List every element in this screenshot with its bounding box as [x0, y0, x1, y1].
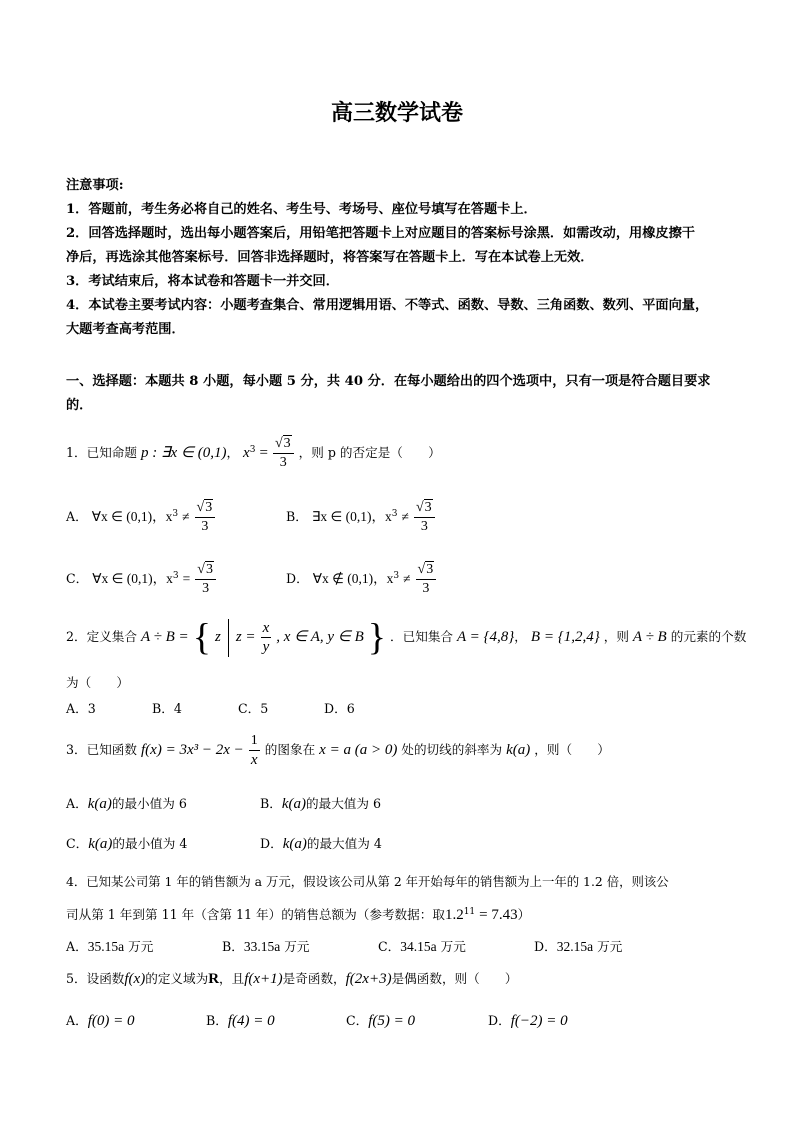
frac-num: 3 [424, 500, 432, 516]
q5-mid3: 是奇函数， [282, 971, 346, 986]
option-k: k(a) [281, 796, 307, 812]
q2-option-a[interactable]: A．3 [66, 701, 96, 716]
option-label: A． [66, 1013, 88, 1028]
q3-fraction [249, 732, 260, 769]
q3-option-c[interactable] [66, 833, 187, 853]
option-fraction: $\frac{√3}{3}$ [416, 561, 437, 598]
question-2-cont: 为（ ） [66, 675, 129, 690]
q2-fraction [261, 619, 272, 656]
option-label: D． [534, 939, 557, 954]
option-label: D． [488, 1013, 511, 1028]
notice-item-2-cont: 净后，再选涂其他答案标号．回答非选择题时，将答案写在答题卡上．写在本试卷上无效． [66, 250, 594, 265]
notice-item-4: 4．本试卷主要考试内容：小题考查集合、常用逻辑用语、不等式、函数、导数、三角函数、数列、平面向量， [66, 298, 709, 313]
q2-option-d[interactable]: D．6 [324, 701, 355, 716]
option-op: ≠ [182, 509, 190, 525]
q4-ref-exp: 11 [463, 906, 476, 917]
q3-option-b[interactable] [260, 793, 381, 813]
q3-point: x = a (a > 0) [319, 742, 398, 758]
q5-option-c[interactable] [346, 1010, 415, 1030]
option-k: k(a) [88, 836, 113, 852]
frac-den: 3 [420, 519, 428, 535]
q4-option-a[interactable] [66, 936, 153, 955]
q4-ref-base: 1.2 [444, 907, 464, 923]
section-heading: 一、选择题：本题共 8 小题，每小题 5 分，共 40 分．在每小题给出的四个选项中，只有一项是符合题目要求 [66, 374, 711, 389]
option-label: C． [66, 571, 89, 587]
option-expr: ∀x ∉ (0,1)，x [312, 571, 394, 587]
option-label: B． [206, 1013, 228, 1028]
q3-mid2: 处的切线的斜率为 [401, 742, 503, 757]
option-expr: f(−2) = 0 [510, 1013, 568, 1029]
q1-x: x [243, 445, 250, 462]
q4-ref-text: 司从第 1 年到第 11 年（含第 11 年）的销售总额为（参考数据：取 [66, 907, 445, 922]
q4-close: ） [517, 907, 531, 922]
q5-option-d[interactable] [488, 1010, 568, 1030]
option-label: D． [260, 836, 283, 851]
option-value: 34.15a [400, 939, 437, 954]
frac-num: 1 [249, 732, 260, 751]
option-text: 的最小值为 4 [112, 836, 188, 851]
frac-num: 3 [205, 562, 213, 578]
q5-option-b[interactable] [206, 1010, 275, 1030]
option-op: ≠ [403, 571, 411, 587]
q4-option-b[interactable] [222, 936, 309, 955]
frac-den: y [262, 639, 270, 655]
question-4: 4．已知某公司第 1 年的销售额为 a 万元，假设该公司从第 2 年开始每年的销售额为上一年的 1.2 倍，则该公 [66, 874, 669, 889]
q2-set-a: A = {4,8} [457, 629, 515, 645]
q2-set-eq: z = [235, 629, 256, 645]
option-label: A． [66, 796, 88, 811]
notice-heading: 注意事项: [66, 178, 124, 193]
option-expr: ∀x ∈ (0,1)，x [91, 509, 173, 525]
q4-option-c[interactable] [378, 936, 466, 955]
question-3 [66, 730, 610, 770]
q2-option-b[interactable]: B．4 [152, 701, 182, 716]
option-unit: 万元 [284, 939, 310, 954]
q5-tail: 是偶函数，则（ ） [391, 971, 518, 986]
option-text: 的最大值为 4 [306, 836, 382, 851]
q1-sqrt: 3 [283, 436, 291, 452]
option-unit: 万元 [597, 939, 623, 954]
option-text: 的最小值为 6 [111, 796, 187, 811]
option-op: ≠ [401, 509, 409, 525]
question-4-cont [66, 904, 530, 924]
option-label: B． [286, 509, 308, 525]
option-expr: f(4) = 0 [227, 1013, 275, 1029]
option-fraction: $\frac{√3}{3}$ [414, 499, 435, 536]
right-brace-icon: } [367, 616, 387, 659]
option-k: k(a) [87, 796, 112, 812]
q4-option-d[interactable] [534, 936, 622, 955]
option-text: 的最大值为 6 [306, 796, 382, 811]
q1-option-b[interactable]: B． ∃x ∈ (0,1)，$x^3$ ≠ $\frac{√3}{3}$ [286, 494, 436, 537]
option-expr: f(0) = 0 [87, 1013, 135, 1029]
notice-item-3: 3．考试结束后，将本试卷和答题卡一并交回． [66, 274, 339, 289]
q5-mid1: 的定义域为 [145, 971, 209, 986]
frac-num: 3 [426, 562, 434, 578]
q5-option-a[interactable] [66, 1010, 134, 1030]
option-k: k(a) [282, 836, 307, 852]
option-label: A． [66, 939, 88, 954]
notice-item-1: 1．答题前，考生务必将自己的姓名、考生号、考场号、座位号填写在答题卡上． [66, 202, 537, 217]
option-expr: f(5) = 0 [368, 1013, 416, 1029]
left-brace-icon: { [192, 616, 211, 659]
q2-option-c[interactable]: C．5 [238, 701, 269, 716]
q3-option-d[interactable] [260, 833, 382, 853]
q5-reals: R [208, 971, 220, 987]
frac-num: 3 [205, 500, 213, 516]
option-label: C． [346, 1013, 369, 1028]
q1-den: 3 [279, 455, 287, 471]
option-fraction: $\frac{√3}{3}$ [195, 561, 216, 598]
option-label: A． [66, 509, 88, 525]
q1-option-c[interactable]: C． ∀x ∈ (0,1)，$x^3$ = $\frac{√3}{3}$ [66, 556, 217, 599]
q1-prefix: 1．已知命题 [66, 445, 137, 461]
question-1: 1．已知命题 p : ∃x ∈ (0,1)， $x^3$ = $\frac{√3}{3}$ ，则 p 的否定是（ ） [66, 436, 441, 471]
option-label: D． [286, 571, 309, 587]
q1-option-a[interactable]: A． ∀x ∈ (0,1)，$x^3$ ≠ $\frac{√3}{3}$ [66, 494, 216, 537]
q1-option-d[interactable]: D． ∀x ∉ (0,1)，$x^3$ ≠ $\frac{√3}{3}$ [286, 556, 437, 599]
q3-mid: 的图象在 [264, 742, 316, 757]
q2-def-lhs: A ÷ B = [141, 629, 189, 645]
q2-mid: ．已知集合 [390, 629, 454, 644]
option-label: C． [66, 836, 89, 851]
frac-den: 3 [422, 581, 430, 597]
q1-eq: = [259, 445, 268, 462]
q1-fraction: $\frac{√3}{3}$ [273, 435, 294, 472]
option-label: B． [222, 939, 244, 954]
option-expr: ∃x ∈ (0,1)，x [311, 509, 392, 525]
q5-prefix: 5．设函数 [66, 971, 125, 986]
frac-num: x [262, 620, 270, 636]
option-value: 32.15a [556, 939, 594, 954]
section-heading-cont: 的． [66, 398, 93, 413]
q2-set-b: B = {1,2,4} [530, 629, 600, 645]
question-5 [66, 968, 518, 988]
q2-prefix: 2．定义集合 [66, 629, 137, 644]
option-label: B． [260, 796, 282, 811]
q5-f1: f(x+1) [244, 971, 283, 987]
q2-set-var: z [214, 629, 221, 645]
set-bar [228, 619, 229, 657]
frac-den: x [250, 752, 258, 768]
question-2: 2．定义集合 A ÷ B = { z z = $\frac{x}{y}$ , x ∈ A, y ∈ B } ．已知集合 A = {4,8}， B = {1,2,4} ，则 A ÷ B 的元素的个数 [66, 616, 747, 659]
q2-tail2: 的元素的个数 [670, 629, 747, 644]
notice-item-2: 2．回答选择题时，选出每小题答案后，用铅笔把答题卡上对应题目的答案标号涂黑．如需改动，用橡皮擦干 [66, 226, 695, 241]
option-value: 33.15a [243, 939, 281, 954]
option-label: C． [378, 939, 401, 954]
frac-den: 3 [201, 519, 209, 535]
q4-ref-val: = 7.43 [479, 907, 518, 923]
notice-item-4-cont: 大题考查高考范围． [66, 322, 185, 337]
q5-mid2: ，且 [219, 971, 245, 986]
option-value: 35.15a [87, 939, 125, 954]
q2-tail-expr: A ÷ B [632, 629, 667, 645]
q3-option-a[interactable] [66, 793, 187, 813]
frac-den: 3 [202, 581, 210, 597]
q3-func: f(x) = 3x³ − 2x − [141, 742, 244, 758]
q5-fx: f(x) [124, 971, 146, 987]
q2-tail: ，则 [603, 629, 629, 644]
q3-k: k(a) [506, 742, 531, 758]
option-unit: 万元 [440, 939, 466, 954]
q1-suffix: ，则 p 的否定是（ ） [298, 445, 441, 461]
page-title: 高三数学试卷 [330, 100, 463, 126]
option-op: = [182, 571, 191, 587]
option-expr: ∀x ∈ (0,1)，x [92, 571, 173, 587]
option-fraction: $\frac{√3}{3}$ [195, 499, 216, 536]
option-unit: 万元 [128, 939, 154, 954]
q1-proposition: p : ∃x ∈ (0,1) [141, 445, 227, 462]
q2-set-tail: , x ∈ A, y ∈ B [276, 629, 364, 645]
q5-f2: f(2x+3) [345, 971, 392, 987]
q3-prefix: 3．已知函数 [66, 742, 137, 757]
q3-tail: ，则（ ） [534, 742, 610, 757]
